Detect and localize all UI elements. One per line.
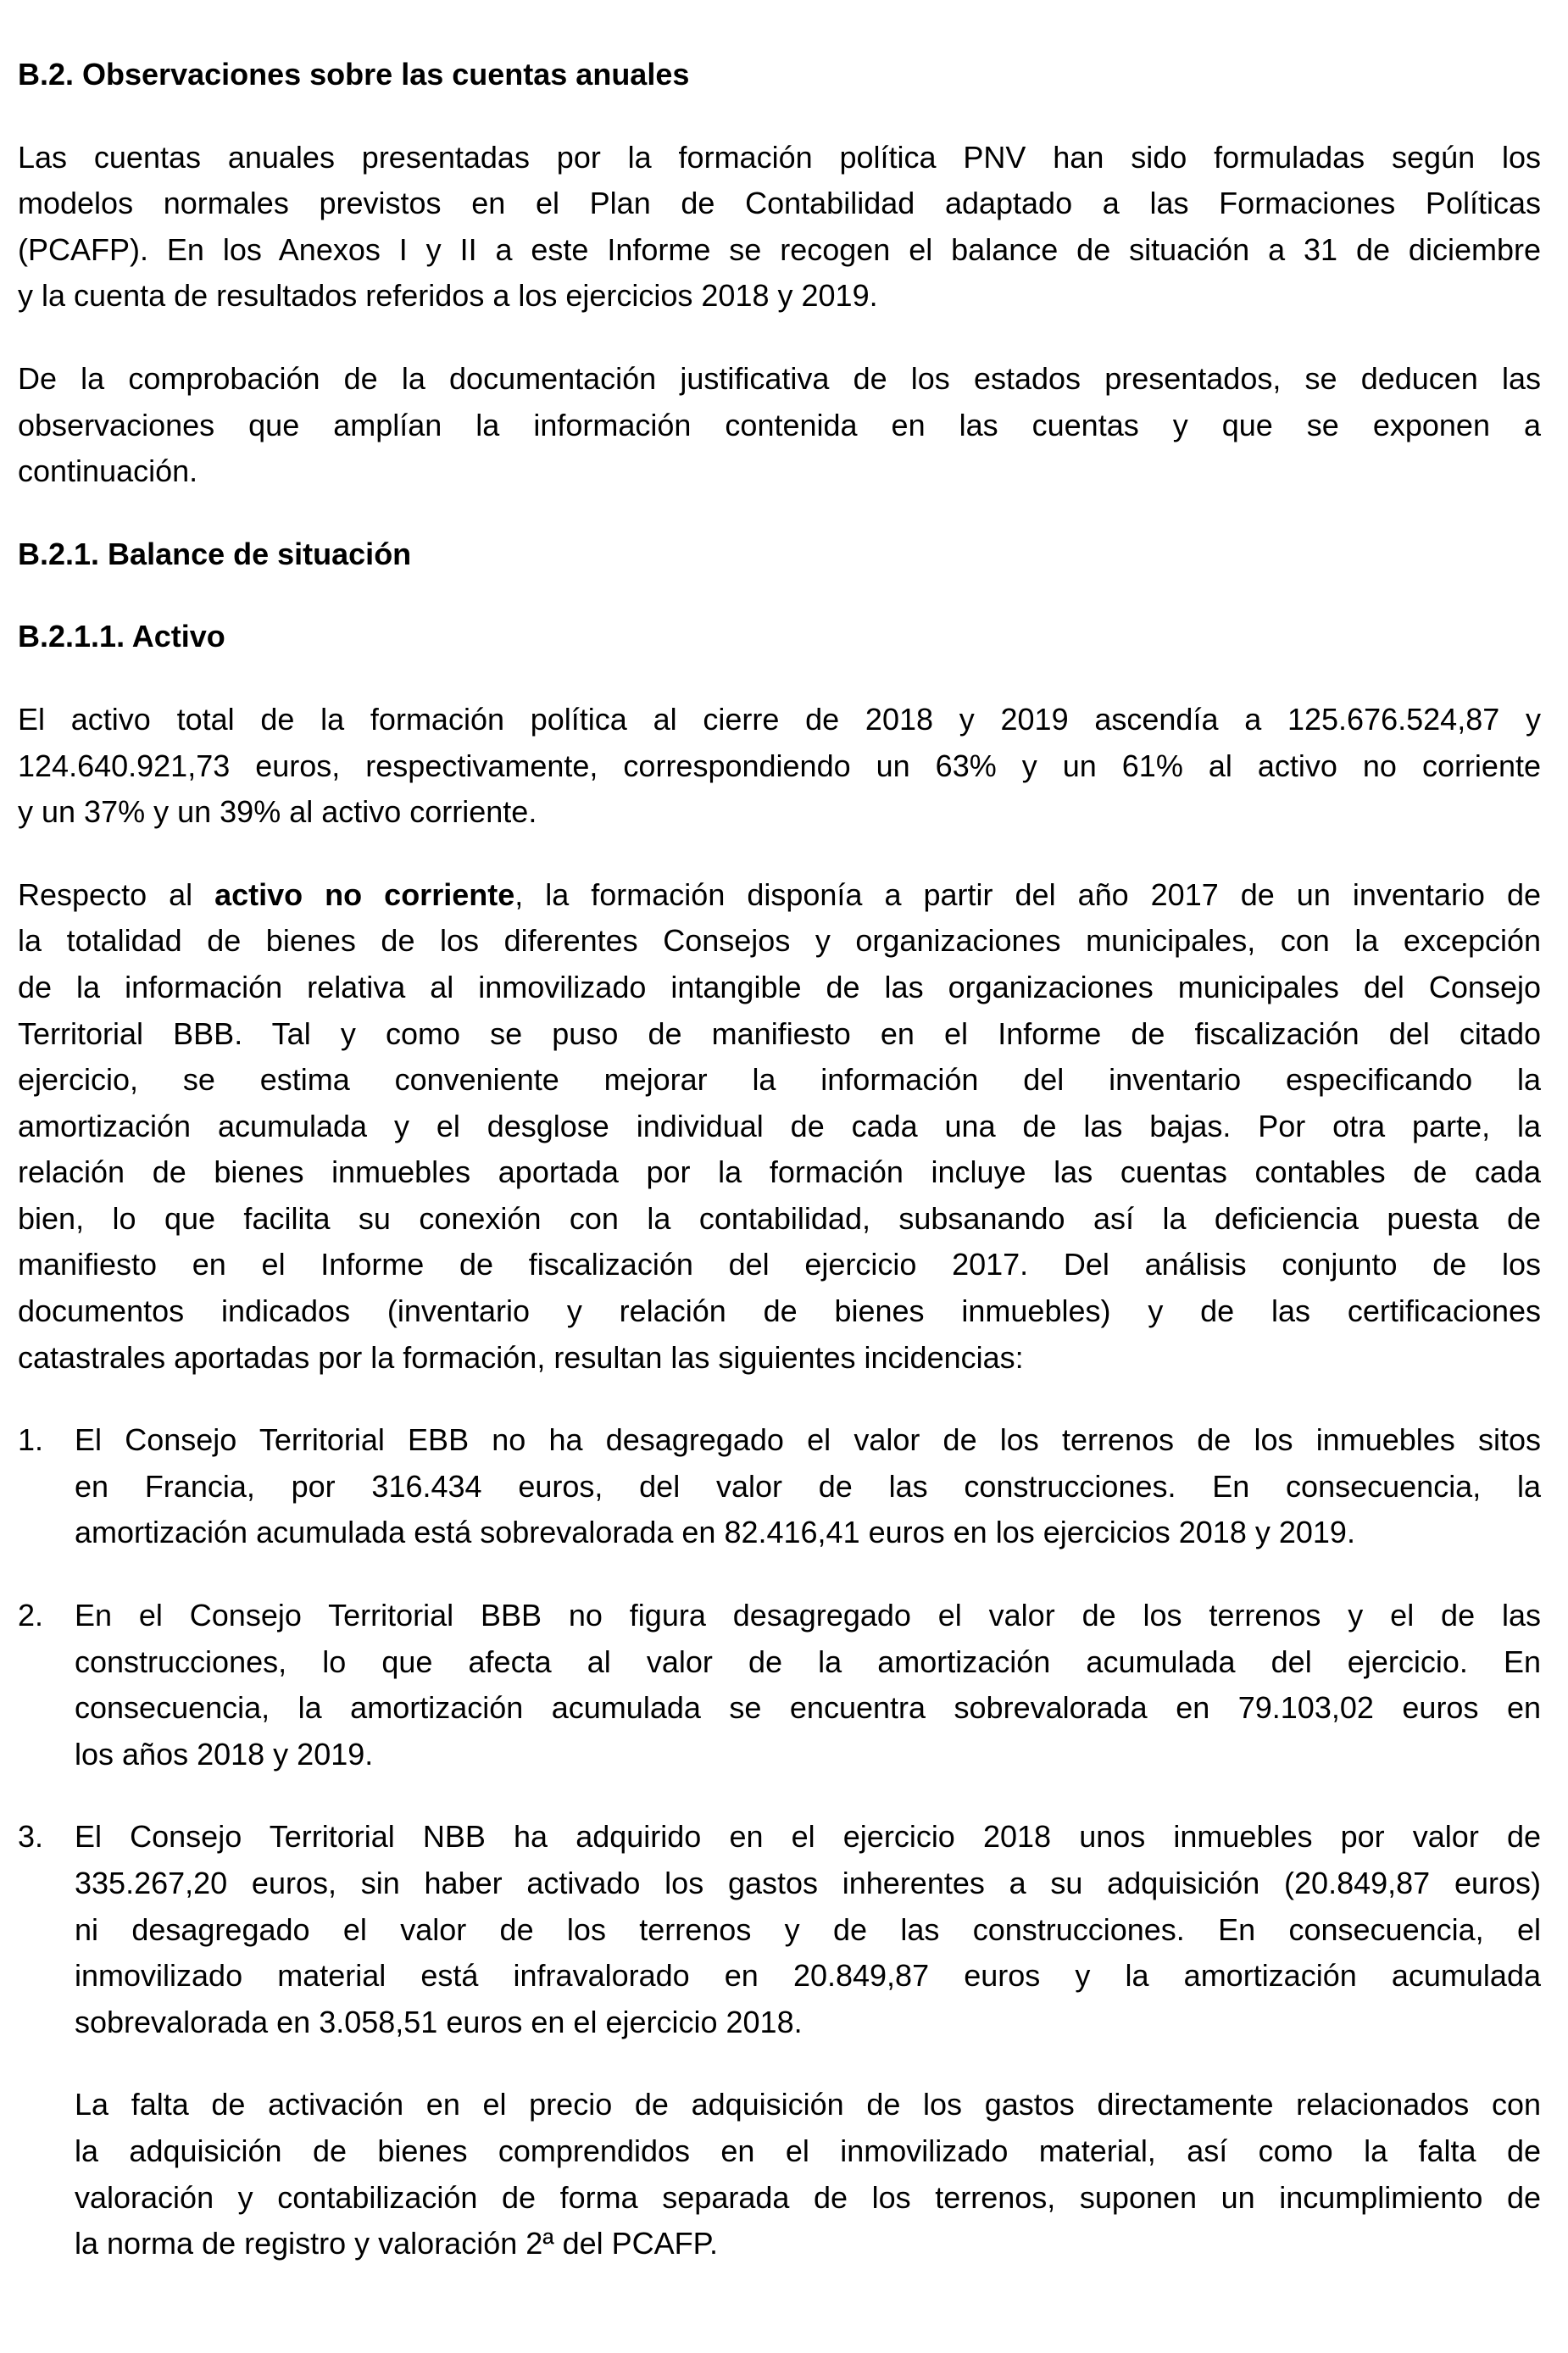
- text-line: El Consejo Territorial EBB no ha desagregado el valor de los terrenos de los inmuebles sitos: [75, 1422, 1541, 1458]
- text-segment: , la formación disponía a partir del año 2017 de un inventario de: [514, 876, 1541, 912]
- list-item: [18, 1814, 1541, 2045]
- text-line: inmovilizado material está infravalorado en 20.849,87 euros y la amortización acumulada: [75, 1958, 1541, 1994]
- text-line: 124.640.921,73 euros, respectivamente, correspondiendo un 63% y un 61% al activo no corriente: [18, 748, 1541, 783]
- list-number: 3.: [18, 1819, 44, 1855]
- text-line: El Consejo Territorial NBB ha adquirido en el ejercicio 2018 unos inmuebles por valor de: [75, 1819, 1541, 1855]
- text-line: ejercicio, se estima conveniente mejorar la información del inventario especificando la: [18, 1062, 1541, 1098]
- document-page: [18, 52, 1541, 2304]
- text-line: [18, 872, 1541, 919]
- paragraph: [18, 2082, 1541, 2267]
- text-line: y un 37% y un 39% al activo corriente.: [18, 794, 537, 830]
- text-line: La falta de activación en el precio de adquisición de los gastos directamente relacionados con: [75, 2087, 1541, 2122]
- text-line: manifiesto en el Informe de fiscalización del ejercicio 2017. Del análisis conjunto de los: [18, 1247, 1541, 1282]
- text-line: B.2. Observaciones sobre las cuentas anuales: [18, 57, 690, 92]
- text-line: consecuencia, la amortización acumulada se encuentra sobrevalorada en 79.103,02 euros en: [75, 1690, 1541, 1726]
- text-line: B.2.1. Balance de situación: [18, 536, 412, 571]
- text-line: B.2.1.1. Activo: [18, 619, 225, 654]
- text-line: la norma de registro y valoración 2ª del PCAFP.: [75, 2226, 719, 2261]
- text-line: en Francia, por 316.434 euros, del valor de las construcciones. En consecuencia, la: [75, 1468, 1541, 1504]
- text-line: relación de bienes inmuebles aportada por la formación incluye las cuentas contables de cada: [18, 1154, 1541, 1190]
- text-line: documentos indicados (inventario y relación de bienes inmuebles) y de las certificaciones: [18, 1293, 1541, 1329]
- section-heading: [18, 531, 1541, 578]
- text-line: valoración y contabilización de forma separada de los terrenos, suponen un incumplimiento de: [75, 2179, 1541, 2215]
- paragraph: [18, 872, 1541, 1382]
- text-line: los años 2018 y 2019.: [75, 1736, 374, 1772]
- text-line: la totalidad de bienes de los diferentes Consejos y organizaciones municipales, con la excepción: [18, 923, 1541, 959]
- text-line: de la información relativa al inmovilizado intangible de las organizaciones municipales del Consejo: [18, 969, 1541, 1004]
- text-segment: Respecto al: [18, 876, 215, 912]
- text-line: 335.267,20 euros, sin haber activado los gastos inherentes a su adquisición (20.849,87 euros): [75, 1866, 1541, 1900]
- text-line: observaciones que amplían la información contenida en las cuentas y que se exponen a: [18, 407, 1541, 442]
- text-line: y la cuenta de resultados referidos a los ejercicios 2018 y 2019.: [18, 278, 878, 314]
- text-line: De la comprobación de la documentación justificativa de los estados presentados, se deducen las: [18, 360, 1541, 396]
- text-line: En el Consejo Territorial BBB no figura desagregado el valor de los terrenos y el de las: [75, 1598, 1541, 1633]
- text-line: amortización acumulada y el desglose individual de cada una de las bajas. Por otra parte, la: [18, 1108, 1541, 1143]
- section-heading: [18, 614, 1541, 660]
- paragraph: [18, 356, 1541, 495]
- text-line: bien, lo que facilita su conexión con la contabilidad, subsanando así la deficiencia puesta de: [18, 1200, 1541, 1236]
- text-line: modelos normales previstos en el Plan de Contabilidad adaptado a las Formaciones Políticas: [18, 186, 1541, 221]
- list-number: 1.: [18, 1422, 44, 1458]
- section-heading: [18, 52, 1541, 98]
- paragraph: [18, 697, 1541, 836]
- text-line: Las cuentas anuales presentadas por la formación política PNV han sido formuladas según los: [18, 139, 1541, 175]
- list-number: 2.: [18, 1598, 44, 1633]
- text-line: ni desagregado el valor de los terrenos y de las construcciones. En consecuencia, el: [75, 1911, 1541, 1947]
- paragraph: [18, 135, 1541, 320]
- bold-text: activo no corriente: [214, 876, 515, 912]
- text-line: continuación.: [18, 453, 198, 489]
- text-line: (PCAFP). En los Anexos I y II a este Informe se recogen el balance de situación a 31 de diciembre: [18, 231, 1541, 267]
- text-line: Territorial BBB. Tal y como se puso de manifiesto en el Informe de fiscalización del citado: [18, 1015, 1541, 1051]
- text-line: construcciones, lo que afecta al valor de la amortización acumulada del ejercicio. En: [75, 1644, 1541, 1679]
- text-line: El activo total de la formación política al cierre de 2018 y 2019 ascendía a 125.676.524,87 y: [18, 701, 1541, 737]
- text-line: catastrales aportadas por la formación, resultan las siguientes incidencias:: [18, 1339, 1024, 1375]
- list-item: [18, 1417, 1541, 1556]
- text-line: amortización acumulada está sobrevalorada en 82.416,41 euros en los ejercicios 2018 y 2019.: [75, 1515, 1355, 1550]
- list-item: [18, 1593, 1541, 1777]
- text-line: la adquisición de bienes comprendidos en el inmovilizado material, así como la falta de: [75, 2133, 1541, 2168]
- text-line: sobrevalorada en 3.058,51 euros en el ejercicio 2018.: [75, 2004, 803, 2039]
